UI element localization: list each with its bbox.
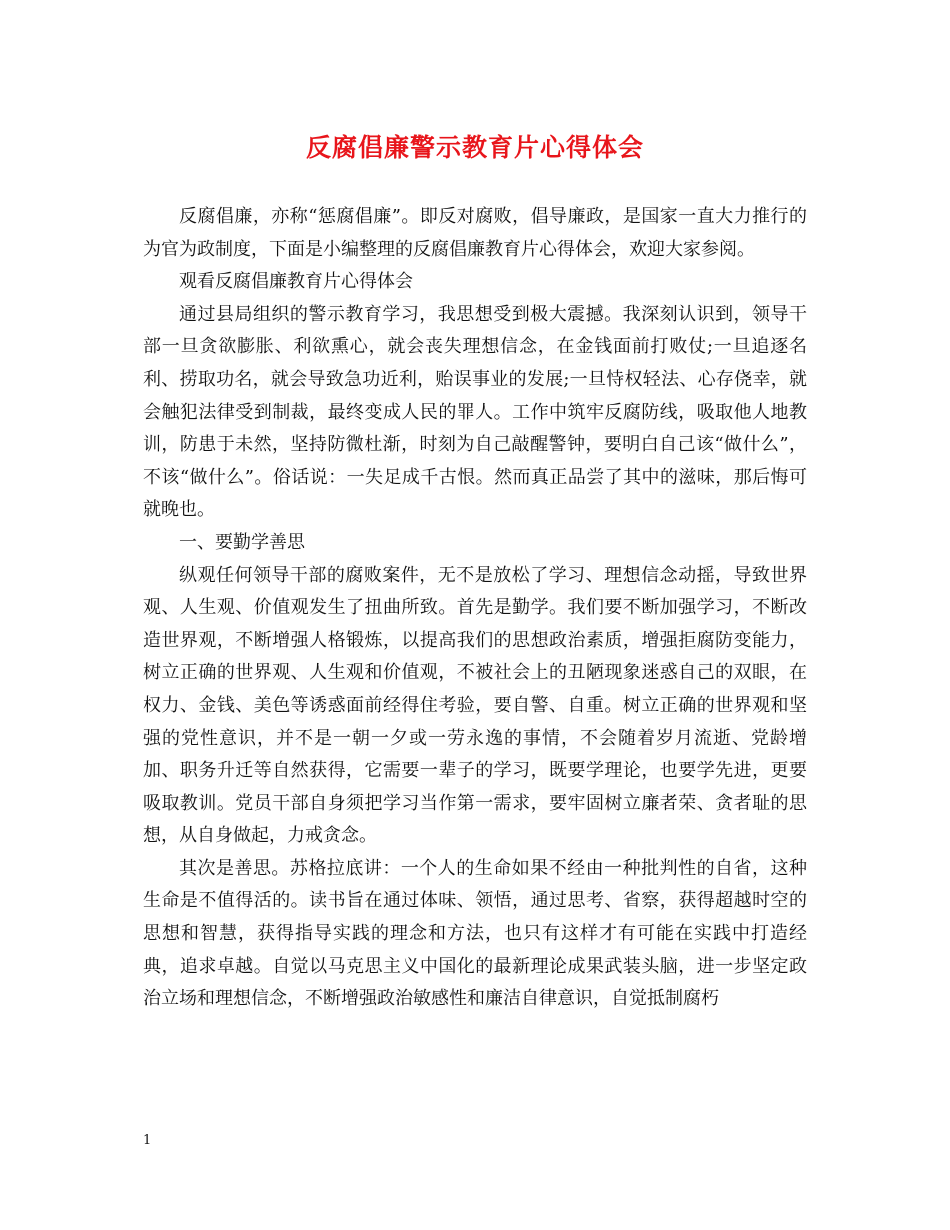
document-title: 反腐倡廉警示教育片心得体会 — [305, 133, 644, 162]
paragraph-subheading: 观看反腐倡廉教育片心得体会 — [179, 271, 413, 293]
paragraph-reflection: 通过县局组织的警示教育学习，我思想受到极大震撼。我深刻认识到，领导干部一旦贪欲膨胀、利欲熏心，就会丧失理想信念，在金钱面前打败仗;一旦追逐名利、捞取功名，就会导致急功近利，贻误事业的发展;一旦恃权轻法、心存侥幸，就会触犯法律受到制裁，最终变成人民的罪人。工作中筑牢反腐防线，吸取他人地教训，防患于未然，坚持防微杜渐，时刻为自己敲醒警钟，要明白自己该“做什么”，不该“做什么”。俗话说：一失足成千古恨。然而真正品尝了其中的滋味，那后悔可就晚也。 — [143, 303, 807, 521]
paragraph-intro: 反腐倡廉，亦称“惩腐倡廉”。即反对腐败，倡导廉政，是国家一直大力推行的为官为政制度，下面是小编整理的反腐倡廉教育片心得体会，欢迎大家参阅。 — [143, 206, 807, 260]
paragraph-think: 其次是善思。苏格拉底讲：一个人的生命如果不经由一种批判性的自省，这种生命是不值得活的。读书旨在通过体味、领悟，通过思考、省察，获得超越时空的思想和智慧，获得指导实践的理念和方法，也只有这样才有可能在实践中打造经典，追求卓越。自觉以马克思主义中国化的最新理论成果武装头脑，进一步坚定政治立场和理想信念，不断增强政治敏感性和廉洁自律意识，自觉抵制腐朽 — [143, 857, 807, 1010]
section-heading-study: 一、要勤学善思 — [179, 531, 305, 553]
paragraph-study: 纵观任何领导干部的腐败案件，无不是放松了学习、理想信念动摇，导致世界观、人生观、价值观发生了扭曲所致。首先是勤学。我们要不断加强学习，不断改造世界观，不断增强人格锻炼，以提高我们的思想政治素质，增强拒腐防变能力，树立正确的世界观、人生观和价值观，不被社会上的丑陋现象迷惑自己的双眼，在权力、金钱、美色等诱惑面前经得住考验，要自警、自重。树立正确的世界观和坚强的党性意识，并不是一朝一夕或一劳永逸的事情，不会随着岁月流逝、党龄增加、职务升迁等自然获得，它需要一辈子的学习，既要学理论，也要学先进，更要吸取教训。党员干部自身须把学习当作第一需求，要牢固树立廉者荣、贪者耻的思想，从自身做起，力戒贪念。 — [143, 564, 807, 847]
page-number: 1 — [143, 1133, 152, 1148]
document-body — [143, 201, 807, 1016]
